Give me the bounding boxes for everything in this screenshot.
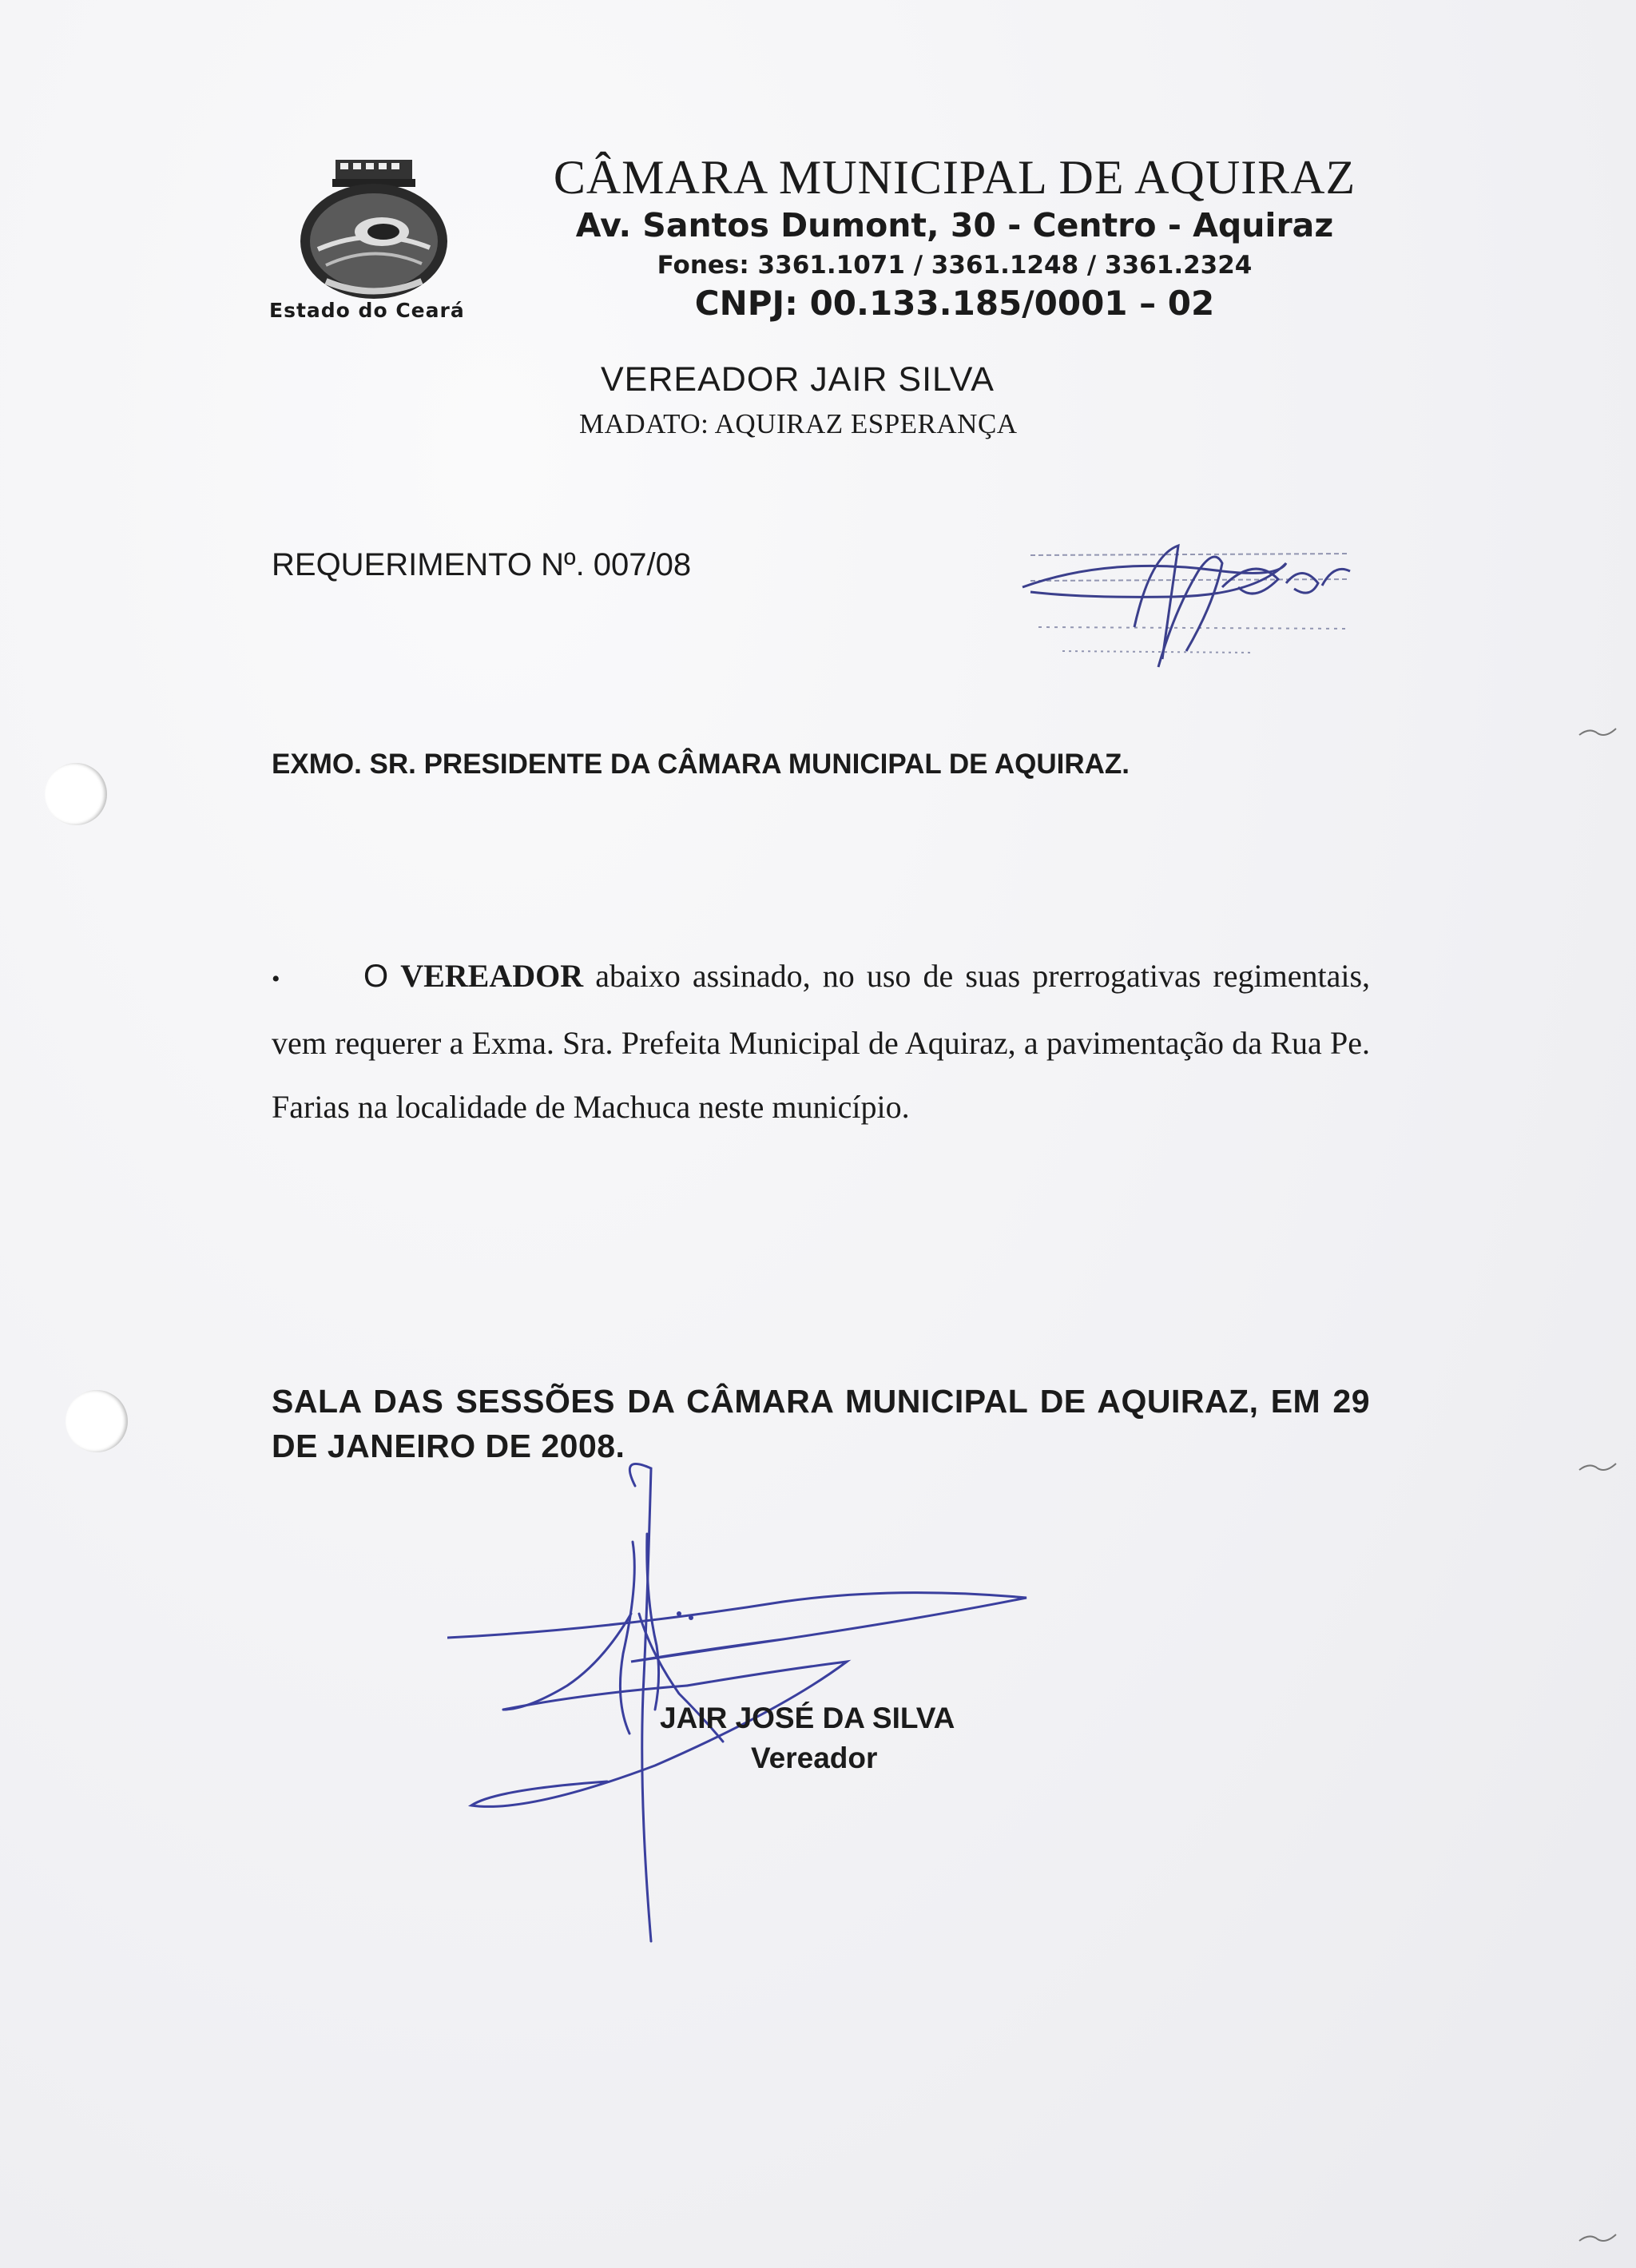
- state-label: Estado do Ceará: [269, 299, 465, 322]
- cnpj-line: CNPJ: 00.133.185/0001 – 02: [694, 284, 1215, 323]
- body-lead-word: VEREADOR: [400, 958, 584, 994]
- address-line: Av. Santos Dumont, 30 - Centro - Aquiraz: [575, 206, 1334, 244]
- margin-mark-icon: [1578, 1454, 1618, 1478]
- punch-hole: [45, 763, 107, 825]
- margin-mark-icon: [1578, 2225, 1618, 2249]
- bullet-marker: •: [272, 965, 280, 992]
- body-lead-o: O: [363, 959, 389, 994]
- closing-statement: SALA DAS SESSÕES DA CÂMARA MUNICIPAL DE AQUIRAZ, EM 29 DE JANEIRO DE 2008.: [272, 1383, 1370, 1464]
- organization-name: CÂMARA MUNICIPAL DE AQUIRAZ: [553, 151, 1356, 204]
- salutation: EXMO. SR. PRESIDENTE DA CÂMARA MUNICIPAL DE AQUIRAZ.: [272, 749, 1130, 780]
- request-body: [272, 944, 1370, 1139]
- phone-numbers: Fones: 3361.1071 / 3361.1248 / 3361.2324: [657, 251, 1253, 280]
- margin-mark-icon: [1578, 719, 1618, 743]
- request-number: REQUERIMENTO Nº. 007/08: [272, 547, 692, 582]
- mandate-line: MADATO: AQUIRAZ ESPERANÇA: [579, 408, 1018, 439]
- punch-hole: [66, 1390, 128, 1452]
- municipal-coat-of-arms-icon: [294, 153, 454, 313]
- body-text: abaixo assinado, no uso de suas prerrogativas regimentais, vem requerer a Exma. Sra. Prefeita Municipal de Aquiraz, a pavimentação da Rua Pe. Farias na localidade de Machuca neste município.: [272, 958, 1371, 1125]
- signer-role: Vereador: [751, 1742, 878, 1774]
- signer-name: JAIR JOSÉ DA SILVA: [660, 1702, 955, 1734]
- councilor-title: VEREADOR JAIR SILVA: [601, 360, 995, 399]
- reception-stamp-icon: [1015, 539, 1366, 683]
